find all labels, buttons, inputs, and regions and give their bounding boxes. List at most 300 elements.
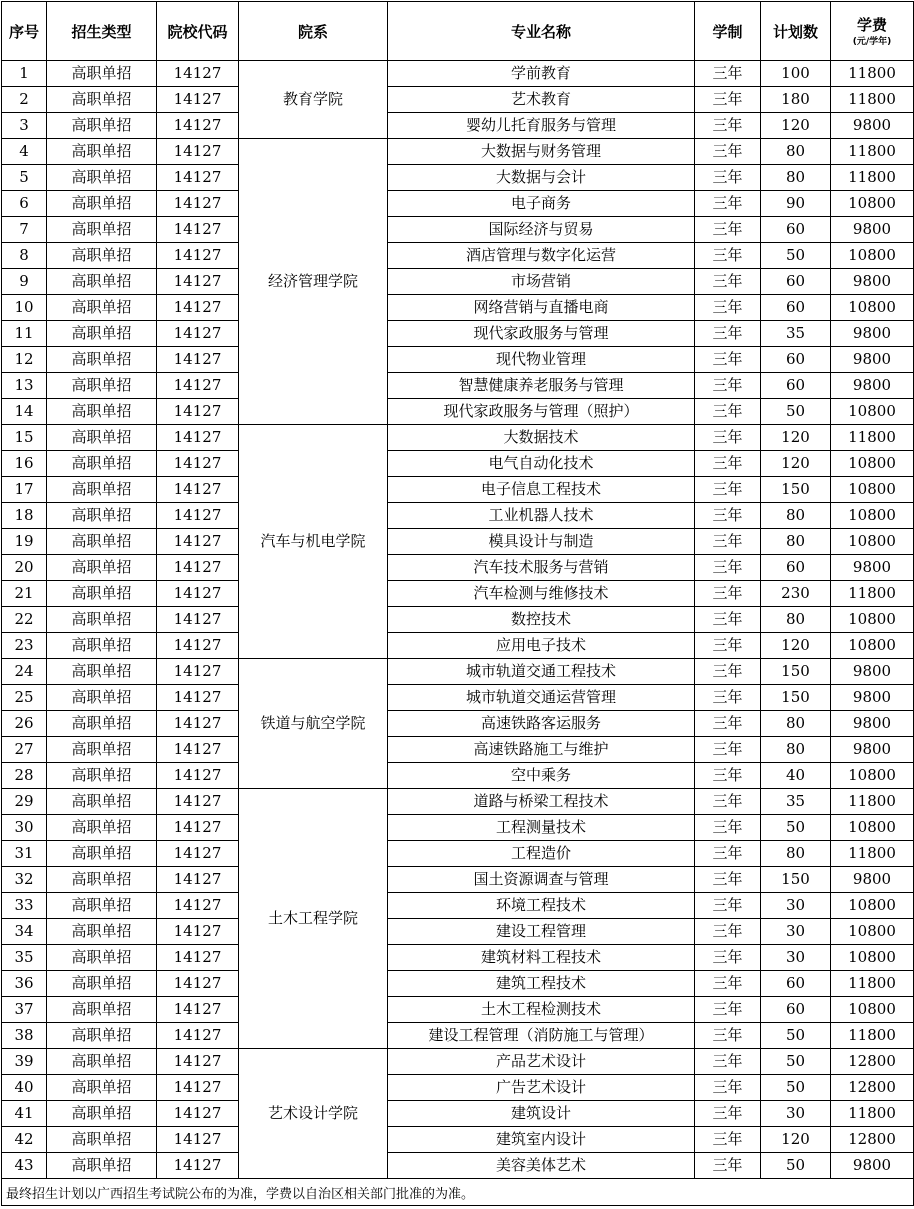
cell-plan: 50 (761, 1049, 831, 1075)
cell-major: 建设工程管理（消防施工与管理） (388, 1023, 695, 1049)
cell-duration: 三年 (695, 477, 761, 503)
cell-seq: 22 (2, 607, 47, 633)
cell-type: 高职单招 (47, 1127, 157, 1153)
cell-duration: 三年 (695, 867, 761, 893)
cell-seq: 17 (2, 477, 47, 503)
header-dept: 院系 (239, 2, 388, 61)
cell-fee: 9800 (831, 347, 914, 373)
cell-plan: 50 (761, 399, 831, 425)
cell-plan: 60 (761, 555, 831, 581)
table-row (2, 529, 914, 555)
cell-seq: 3 (2, 113, 47, 139)
cell-fee: 10800 (831, 893, 914, 919)
cell-type: 高职单招 (47, 659, 157, 685)
header-fee-unit: (元/学年) (852, 37, 892, 47)
cell-code: 14127 (157, 581, 239, 607)
table-row (2, 243, 914, 269)
cell-code: 14127 (157, 893, 239, 919)
table-row (2, 789, 914, 815)
cell-duration: 三年 (695, 997, 761, 1023)
cell-type: 高职单招 (47, 737, 157, 763)
cell-type: 高职单招 (47, 373, 157, 399)
cell-duration: 三年 (695, 113, 761, 139)
header-major: 专业名称 (388, 2, 695, 61)
table-row (2, 841, 914, 867)
cell-fee: 9800 (831, 555, 914, 581)
cell-duration: 三年 (695, 87, 761, 113)
cell-type: 高职单招 (47, 87, 157, 113)
cell-duration: 三年 (695, 711, 761, 737)
table-row (2, 165, 914, 191)
cell-code: 14127 (157, 347, 239, 373)
table-row (2, 113, 914, 139)
cell-type: 高职单招 (47, 815, 157, 841)
cell-code: 14127 (157, 477, 239, 503)
cell-fee: 10800 (831, 191, 914, 217)
cell-code: 14127 (157, 555, 239, 581)
cell-major: 土木工程检测技术 (388, 997, 695, 1023)
cell-fee: 11800 (831, 61, 914, 87)
cell-seq: 23 (2, 633, 47, 659)
cell-type: 高职单招 (47, 841, 157, 867)
cell-plan: 60 (761, 217, 831, 243)
cell-seq: 27 (2, 737, 47, 763)
cell-fee: 10800 (831, 607, 914, 633)
cell-plan: 150 (761, 867, 831, 893)
cell-plan: 80 (761, 529, 831, 555)
cell-fee: 9800 (831, 867, 914, 893)
cell-type: 高职单招 (47, 997, 157, 1023)
cell-dept: 教育学院 (239, 61, 388, 139)
cell-major: 数控技术 (388, 607, 695, 633)
cell-major: 现代家政服务与管理 (388, 321, 695, 347)
cell-major: 大数据与会计 (388, 165, 695, 191)
cell-fee: 9800 (831, 685, 914, 711)
cell-seq: 14 (2, 399, 47, 425)
cell-plan: 120 (761, 113, 831, 139)
cell-major: 高速铁路客运服务 (388, 711, 695, 737)
cell-fee: 10800 (831, 919, 914, 945)
table-row (2, 1049, 914, 1075)
cell-major: 国土资源调查与管理 (388, 867, 695, 893)
cell-plan: 60 (761, 295, 831, 321)
cell-fee: 10800 (831, 945, 914, 971)
cell-code: 14127 (157, 789, 239, 815)
table-row (2, 607, 914, 633)
cell-duration: 三年 (695, 1153, 761, 1179)
cell-fee: 9800 (831, 269, 914, 295)
cell-type: 高职单招 (47, 1023, 157, 1049)
cell-code: 14127 (157, 1075, 239, 1101)
cell-fee: 11800 (831, 581, 914, 607)
cell-plan: 35 (761, 789, 831, 815)
table-row (2, 295, 914, 321)
cell-seq: 12 (2, 347, 47, 373)
cell-duration: 三年 (695, 295, 761, 321)
cell-plan: 30 (761, 1101, 831, 1127)
cell-duration: 三年 (695, 1101, 761, 1127)
cell-code: 14127 (157, 269, 239, 295)
cell-seq: 1 (2, 61, 47, 87)
cell-code: 14127 (157, 945, 239, 971)
table-body (2, 61, 914, 1179)
cell-duration: 三年 (695, 321, 761, 347)
cell-seq: 16 (2, 451, 47, 477)
header-seq: 序号 (2, 2, 47, 61)
cell-type: 高职单招 (47, 217, 157, 243)
cell-major: 城市轨道交通运营管理 (388, 685, 695, 711)
cell-fee: 12800 (831, 1075, 914, 1101)
cell-major: 环境工程技术 (388, 893, 695, 919)
cell-type: 高职单招 (47, 971, 157, 997)
header-code: 院校代码 (157, 2, 239, 61)
cell-duration: 三年 (695, 1023, 761, 1049)
cell-fee: 10800 (831, 477, 914, 503)
cell-duration: 三年 (695, 971, 761, 997)
cell-seq: 25 (2, 685, 47, 711)
cell-duration: 三年 (695, 399, 761, 425)
cell-major: 模具设计与制造 (388, 529, 695, 555)
cell-type: 高职单招 (47, 243, 157, 269)
cell-plan: 80 (761, 711, 831, 737)
cell-plan: 120 (761, 425, 831, 451)
cell-major: 学前教育 (388, 61, 695, 87)
table-row (2, 399, 914, 425)
cell-fee: 9800 (831, 659, 914, 685)
cell-duration: 三年 (695, 61, 761, 87)
cell-code: 14127 (157, 737, 239, 763)
cell-code: 14127 (157, 659, 239, 685)
cell-major: 建筑材料工程技术 (388, 945, 695, 971)
cell-major: 电气自动化技术 (388, 451, 695, 477)
cell-major: 建设工程管理 (388, 919, 695, 945)
table-row (2, 191, 914, 217)
cell-major: 工程测量技术 (388, 815, 695, 841)
cell-seq: 39 (2, 1049, 47, 1075)
cell-plan: 120 (761, 633, 831, 659)
cell-plan: 35 (761, 321, 831, 347)
cell-seq: 41 (2, 1101, 47, 1127)
cell-code: 14127 (157, 867, 239, 893)
cell-seq: 6 (2, 191, 47, 217)
cell-code: 14127 (157, 1023, 239, 1049)
cell-plan: 150 (761, 477, 831, 503)
cell-plan: 80 (761, 841, 831, 867)
cell-code: 14127 (157, 321, 239, 347)
cell-duration: 三年 (695, 815, 761, 841)
cell-fee: 9800 (831, 373, 914, 399)
cell-major: 大数据技术 (388, 425, 695, 451)
cell-major: 美容美体艺术 (388, 1153, 695, 1179)
cell-major: 艺术教育 (388, 87, 695, 113)
cell-duration: 三年 (695, 607, 761, 633)
cell-type: 高职单招 (47, 321, 157, 347)
cell-seq: 31 (2, 841, 47, 867)
cell-seq: 2 (2, 87, 47, 113)
cell-code: 14127 (157, 243, 239, 269)
cell-major: 现代家政服务与管理（照护） (388, 399, 695, 425)
cell-seq: 20 (2, 555, 47, 581)
cell-plan: 180 (761, 87, 831, 113)
cell-plan: 80 (761, 607, 831, 633)
cell-duration: 三年 (695, 139, 761, 165)
cell-plan: 90 (761, 191, 831, 217)
cell-plan: 40 (761, 763, 831, 789)
cell-plan: 60 (761, 971, 831, 997)
cell-type: 高职单招 (47, 165, 157, 191)
cell-fee: 11800 (831, 165, 914, 191)
cell-dept: 铁道与航空学院 (239, 659, 388, 789)
cell-fee: 9800 (831, 737, 914, 763)
cell-seq: 7 (2, 217, 47, 243)
footnote: 最终招生计划以广西招生考试院公布的为准，学费以自治区相关部门批准的为准。 (2, 1179, 914, 1206)
cell-seq: 35 (2, 945, 47, 971)
cell-code: 14127 (157, 763, 239, 789)
cell-plan: 230 (761, 581, 831, 607)
cell-major: 建筑设计 (388, 1101, 695, 1127)
cell-code: 14127 (157, 217, 239, 243)
cell-plan: 30 (761, 893, 831, 919)
cell-plan: 120 (761, 451, 831, 477)
cell-plan: 60 (761, 997, 831, 1023)
table-row (2, 763, 914, 789)
cell-dept: 经济管理学院 (239, 139, 388, 425)
cell-seq: 26 (2, 711, 47, 737)
table-row (2, 945, 914, 971)
table-row (2, 503, 914, 529)
cell-plan: 50 (761, 1153, 831, 1179)
cell-plan: 50 (761, 815, 831, 841)
cell-type: 高职单招 (47, 893, 157, 919)
cell-plan: 120 (761, 1127, 831, 1153)
footnote-row (2, 1179, 914, 1206)
cell-type: 高职单招 (47, 685, 157, 711)
cell-major: 婴幼儿托育服务与管理 (388, 113, 695, 139)
cell-duration: 三年 (695, 789, 761, 815)
cell-plan: 150 (761, 659, 831, 685)
cell-plan: 150 (761, 685, 831, 711)
cell-type: 高职单招 (47, 269, 157, 295)
cell-duration: 三年 (695, 581, 761, 607)
cell-major: 高速铁路施工与维护 (388, 737, 695, 763)
cell-type: 高职单招 (47, 581, 157, 607)
cell-seq: 5 (2, 165, 47, 191)
table-row (2, 451, 914, 477)
cell-code: 14127 (157, 87, 239, 113)
cell-code: 14127 (157, 841, 239, 867)
cell-seq: 34 (2, 919, 47, 945)
cell-code: 14127 (157, 451, 239, 477)
table-row (2, 321, 914, 347)
cell-major: 城市轨道交通工程技术 (388, 659, 695, 685)
cell-code: 14127 (157, 633, 239, 659)
table-row (2, 815, 914, 841)
table-row (2, 139, 914, 165)
cell-major: 网络营销与直播电商 (388, 295, 695, 321)
cell-code: 14127 (157, 425, 239, 451)
cell-fee: 10800 (831, 295, 914, 321)
cell-fee: 12800 (831, 1049, 914, 1075)
cell-seq: 33 (2, 893, 47, 919)
cell-duration: 三年 (695, 1075, 761, 1101)
cell-fee: 9800 (831, 1153, 914, 1179)
table-row (2, 555, 914, 581)
cell-duration: 三年 (695, 1127, 761, 1153)
cell-code: 14127 (157, 399, 239, 425)
cell-duration: 三年 (695, 737, 761, 763)
cell-code: 14127 (157, 373, 239, 399)
cell-plan: 50 (761, 1075, 831, 1101)
cell-seq: 30 (2, 815, 47, 841)
table-row (2, 477, 914, 503)
cell-plan: 50 (761, 243, 831, 269)
cell-fee: 11800 (831, 971, 914, 997)
cell-seq: 4 (2, 139, 47, 165)
cell-code: 14127 (157, 711, 239, 737)
cell-seq: 19 (2, 529, 47, 555)
cell-type: 高职单招 (47, 919, 157, 945)
cell-type: 高职单招 (47, 425, 157, 451)
cell-code: 14127 (157, 1101, 239, 1127)
cell-type: 高职单招 (47, 347, 157, 373)
cell-type: 高职单招 (47, 711, 157, 737)
cell-code: 14127 (157, 997, 239, 1023)
cell-type: 高职单招 (47, 113, 157, 139)
cell-plan: 50 (761, 1023, 831, 1049)
cell-fee: 11800 (831, 1101, 914, 1127)
cell-fee: 10800 (831, 503, 914, 529)
cell-major: 工业机器人技术 (388, 503, 695, 529)
cell-plan: 80 (761, 165, 831, 191)
cell-duration: 三年 (695, 165, 761, 191)
header-type: 招生类型 (47, 2, 157, 61)
cell-plan: 80 (761, 503, 831, 529)
cell-major: 建筑室内设计 (388, 1127, 695, 1153)
cell-seq: 13 (2, 373, 47, 399)
cell-code: 14127 (157, 139, 239, 165)
header-fee (831, 2, 914, 61)
cell-type: 高职单招 (47, 477, 157, 503)
cell-fee: 9800 (831, 321, 914, 347)
cell-duration: 三年 (695, 425, 761, 451)
cell-major: 汽车检测与维修技术 (388, 581, 695, 607)
table-row (2, 971, 914, 997)
table-row (2, 269, 914, 295)
table-row (2, 919, 914, 945)
table-row (2, 711, 914, 737)
cell-major: 工程造价 (388, 841, 695, 867)
cell-seq: 11 (2, 321, 47, 347)
cell-fee: 9800 (831, 711, 914, 737)
cell-major: 大数据与财务管理 (388, 139, 695, 165)
cell-duration: 三年 (695, 555, 761, 581)
cell-major: 电子商务 (388, 191, 695, 217)
cell-major: 空中乘务 (388, 763, 695, 789)
cell-type: 高职单招 (47, 451, 157, 477)
cell-seq: 10 (2, 295, 47, 321)
cell-major: 市场营销 (388, 269, 695, 295)
cell-seq: 38 (2, 1023, 47, 1049)
table-row (2, 997, 914, 1023)
cell-type: 高职单招 (47, 1101, 157, 1127)
cell-duration: 三年 (695, 685, 761, 711)
cell-seq: 18 (2, 503, 47, 529)
cell-type: 高职单招 (47, 945, 157, 971)
cell-major: 酒店管理与数字化运营 (388, 243, 695, 269)
cell-type: 高职单招 (47, 139, 157, 165)
cell-plan: 60 (761, 347, 831, 373)
cell-duration: 三年 (695, 633, 761, 659)
table-row (2, 581, 914, 607)
table-row (2, 61, 914, 87)
cell-duration: 三年 (695, 269, 761, 295)
cell-code: 14127 (157, 607, 239, 633)
cell-fee: 10800 (831, 529, 914, 555)
cell-type: 高职单招 (47, 191, 157, 217)
cell-duration: 三年 (695, 243, 761, 269)
cell-type: 高职单招 (47, 789, 157, 815)
cell-plan: 30 (761, 945, 831, 971)
cell-type: 高职单招 (47, 1075, 157, 1101)
cell-code: 14127 (157, 529, 239, 555)
cell-fee: 9800 (831, 113, 914, 139)
cell-code: 14127 (157, 685, 239, 711)
cell-major: 应用电子技术 (388, 633, 695, 659)
cell-duration: 三年 (695, 945, 761, 971)
table-row (2, 1101, 914, 1127)
table-row (2, 659, 914, 685)
cell-type: 高职单招 (47, 61, 157, 87)
cell-seq: 29 (2, 789, 47, 815)
cell-fee: 11800 (831, 841, 914, 867)
table-row (2, 867, 914, 893)
cell-type: 高职单招 (47, 1049, 157, 1075)
cell-duration: 三年 (695, 347, 761, 373)
cell-plan: 60 (761, 373, 831, 399)
cell-code: 14127 (157, 815, 239, 841)
table-row (2, 685, 914, 711)
cell-seq: 9 (2, 269, 47, 295)
cell-duration: 三年 (695, 763, 761, 789)
cell-type: 高职单招 (47, 607, 157, 633)
cell-duration: 三年 (695, 191, 761, 217)
table-row (2, 1127, 914, 1153)
cell-type: 高职单招 (47, 763, 157, 789)
cell-fee: 10800 (831, 997, 914, 1023)
cell-major: 现代物业管理 (388, 347, 695, 373)
cell-code: 14127 (157, 1127, 239, 1153)
cell-type: 高职单招 (47, 1153, 157, 1179)
cell-code: 14127 (157, 1049, 239, 1075)
table-row (2, 1153, 914, 1179)
cell-major: 国际经济与贸易 (388, 217, 695, 243)
cell-seq: 32 (2, 867, 47, 893)
table-row (2, 373, 914, 399)
table-row (2, 1023, 914, 1049)
cell-seq: 43 (2, 1153, 47, 1179)
cell-seq: 28 (2, 763, 47, 789)
cell-type: 高职单招 (47, 529, 157, 555)
cell-plan: 100 (761, 61, 831, 87)
table-row (2, 217, 914, 243)
cell-major: 广告艺术设计 (388, 1075, 695, 1101)
cell-major: 电子信息工程技术 (388, 477, 695, 503)
table-row (2, 87, 914, 113)
cell-type: 高职单招 (47, 867, 157, 893)
header-fee-label: 学费 (856, 16, 887, 34)
cell-seq: 36 (2, 971, 47, 997)
cell-fee: 11800 (831, 425, 914, 451)
